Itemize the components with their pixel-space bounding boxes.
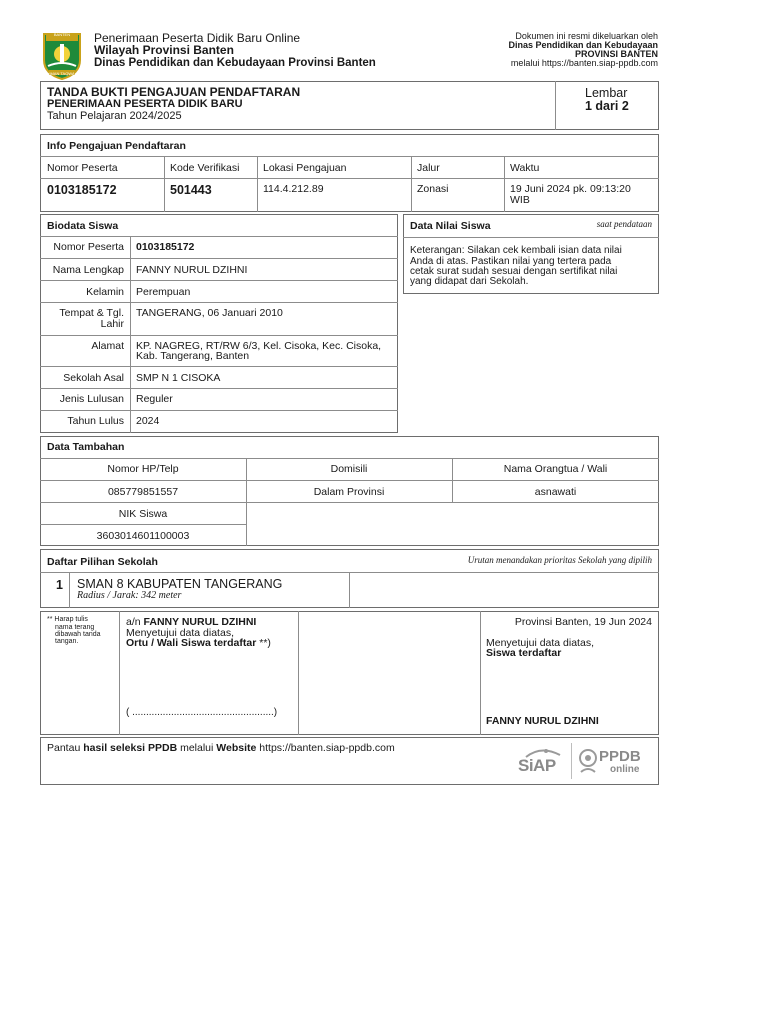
nilai-text-1: Keterangan: Silakan cek kembali isian data nilai <box>410 245 622 256</box>
bio-value-alamat: KP. NAGREG, RT/RW 6/3, Kel. Cisoka, Kec. Cisoka, <box>136 340 382 352</box>
sign-agree-2: Menyetujui data diatas, <box>486 637 594 649</box>
sign-blank: ( ...................................................) <box>126 707 278 718</box>
siap-logo-text: SiAP <box>518 756 556 775</box>
nilai-heading: Data Nilai Siswa <box>410 220 491 232</box>
sign-note-1: ** Harap tulis <box>47 616 88 623</box>
bio-label-nama: Nama Lengkap <box>52 264 124 276</box>
footer-bold2: Website <box>216 742 257 754</box>
sheet-label: Lembar <box>585 86 628 100</box>
tambahan-nik-value: 3603014601100003 <box>96 530 190 542</box>
sign-note-3: dibawah tanda <box>55 631 101 638</box>
footer-bold1: hasil seleksi PPDB <box>83 742 178 754</box>
nilai-text-4: yang didapat dari Sekolah. <box>410 276 529 287</box>
title-main: TANDA BUKTI PENGAJUAN PENDAFTARAN <box>47 85 301 99</box>
header-right4: melalui https://banten.siap-ppdb.com <box>510 58 658 68</box>
tambahan-header-domisili: Domisili <box>330 463 368 475</box>
nilai-note: saat pendataan <box>596 219 652 229</box>
bio-label-tahun: Tahun Lulus <box>67 415 124 427</box>
bio-value-ttl: TANGERANG, 06 Januari 2010 <box>136 307 283 319</box>
sign-student-name: FANNY NURUL DZIHNI <box>486 715 599 727</box>
sign-note-2: nama terang <box>55 624 95 631</box>
ppdb-online-text: online <box>610 764 640 775</box>
bio-value-kelamin: Perempuan <box>136 286 191 298</box>
header-right3: PROVINSI BANTEN <box>574 49 658 59</box>
pilihan-item-school: SMAN 8 KABUPATEN TANGERANG <box>77 577 283 591</box>
pilihan-item-distance: Radius / Jarak: 342 meter <box>77 590 182 601</box>
ppdb-logo-text: PPDB <box>599 748 641 765</box>
info-header-kode: Kode Verifikasi <box>170 162 240 174</box>
bio-value-sekolah: SMP N 1 CISOKA <box>136 372 221 384</box>
bio-label-sekolah: Sekolah Asal <box>63 372 124 384</box>
nilai-text-2: Anda di atas. Pastikan nilai yang tertera pada <box>410 256 612 267</box>
sign-guardian: Ortu / Wali Siswa terdaftar <box>126 637 257 649</box>
info-jalur-value: Zonasi <box>417 183 449 195</box>
tambahan-heading: Data Tambahan <box>47 441 125 453</box>
bio-value-nama: FANNY NURUL DZIHNI <box>136 264 248 276</box>
logo-text-bottom: IMAN TAQWA <box>49 71 75 76</box>
pilihan-note: Urutan menandakan prioritas Sekolah yang dipilih <box>467 555 652 565</box>
footer-mid: melalui <box>180 742 214 754</box>
bio-label-alamat: Alamat <box>91 340 124 352</box>
sign-place-date: Provinsi Banten, 19 Jun 2024 <box>514 616 652 628</box>
sign-an-name: FANNY NURUL DZIHNI <box>143 616 257 628</box>
pilihan-item-number: 1 <box>56 578 63 592</box>
tambahan-nik-label: NIK Siswa <box>118 508 168 520</box>
title-year: Tahun Pelajaran 2024/2025 <box>47 110 182 122</box>
info-nomor-value: 0103185172 <box>47 183 117 197</box>
pilihan-heading: Daftar Pilihan Sekolah <box>47 556 158 568</box>
info-header-waktu: Waktu <box>510 162 540 174</box>
logo-text-top: BANTEN <box>53 32 71 37</box>
sign-an-prefix: a/n <box>126 616 141 628</box>
tambahan-value-hp: 085779851557 <box>107 486 179 498</box>
sign-note-4: tangan. <box>55 638 79 645</box>
footer-text <box>47 742 395 754</box>
bio-value-alamat-2: Kab. Tangerang, Banten <box>136 350 250 362</box>
info-waktu-value: 19 Juni 2024 pk. 09:13:20 <box>510 183 631 195</box>
bio-label-ttl-2: Lahir <box>100 318 124 330</box>
header-right2: Dinas Pendidikan dan Kebudayaan <box>508 40 658 50</box>
bio-label-nomor: Nomor Peserta <box>53 241 124 253</box>
tambahan-header-hp: Nomor HP/Telp <box>107 463 179 475</box>
tambahan-header-ortu: Nama Orangtua / Wali <box>503 463 608 475</box>
title-sub: PENERIMAAN PESERTA DIDIK BARU <box>47 98 243 110</box>
tambahan-value-domisili: Dalam Provinsi <box>313 486 385 498</box>
info-heading: Info Pengajuan Pendaftaran <box>47 140 186 152</box>
sign-guardian-mark: **) <box>259 637 271 649</box>
nilai-text-3: cetak surat sudah sesuai dengan sertifikat nilai <box>410 266 618 277</box>
info-lokasi-value: 114.4.212.89 <box>263 183 324 195</box>
info-header-lokasi: Lokasi Pengajuan <box>263 162 347 174</box>
bio-value-nomor: 0103185172 <box>136 241 195 253</box>
bio-label-jenis: Jenis Lulusan <box>59 393 124 405</box>
info-kode-value: 501443 <box>170 183 212 197</box>
sheet-value: 1 dari 2 <box>585 99 629 113</box>
info-header-jalur: Jalur <box>417 162 440 174</box>
sign-guardian-line <box>126 637 271 649</box>
info-header-nomor: Nomor Peserta <box>47 162 118 174</box>
bio-label-ttl: Tempat & Tgl. <box>59 307 124 319</box>
header-line3: Dinas Pendidikan dan Kebudayaan Provinsi Banten <box>94 57 376 69</box>
ppdb-logo-icon <box>577 748 599 778</box>
header-line2: Wilayah Provinsi Banten <box>94 43 234 57</box>
info-waktu-tz: WIB <box>510 194 530 206</box>
bio-label-kelamin: Kelamin <box>86 286 124 298</box>
sign-agree: Menyetujui data diatas, <box>126 627 234 639</box>
bio-value-jenis: Reguler <box>136 393 173 405</box>
tambahan-value-ortu: asnawati <box>534 486 577 498</box>
footer-url: https://banten.siap-ppdb.com <box>259 742 395 754</box>
bio-value-tahun: 2024 <box>136 415 160 427</box>
header-right1: Dokumen ini resmi dikeluarkan oleh <box>515 31 658 41</box>
header-line1: Penerimaan Peserta Didik Baru Online <box>94 31 301 45</box>
footer-pre: Pantau <box>47 742 81 754</box>
sign-student: Siswa terdaftar <box>486 647 562 659</box>
biodata-heading: Biodata Siswa <box>47 220 119 232</box>
